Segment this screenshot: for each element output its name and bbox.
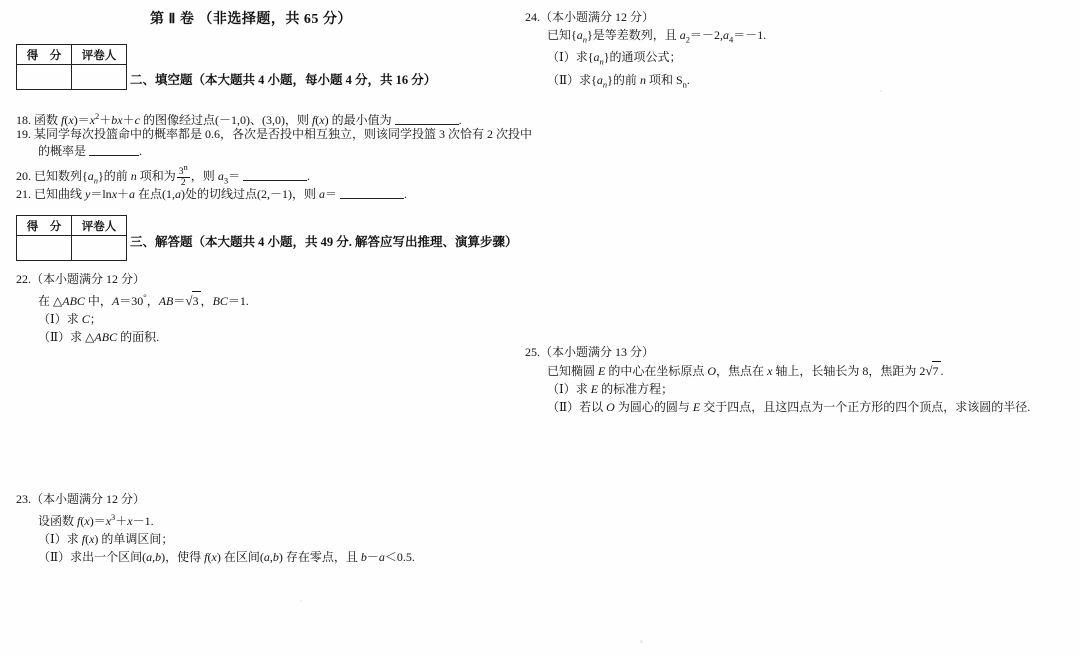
question-24-line3: （Ⅱ）求$\{a_n\}$的前 n 项和 $S_n$. xyxy=(547,72,690,90)
score-box-solve xyxy=(16,215,127,261)
page-title xyxy=(150,8,352,28)
question-22-line2: （Ⅰ）求 C； xyxy=(38,312,102,326)
section-fill-in-title: 二、填空题（本大题共 4 小题，每小题 4 分，共 16 分） xyxy=(130,73,437,87)
question-23-line2: （Ⅰ）求 f(x) 的单调区间； xyxy=(38,532,174,546)
question-25-title: 25.（本小题满分 13 分） xyxy=(525,345,655,359)
score-table xyxy=(16,44,127,90)
question-23-title: 23.（本小题满分 12 分） xyxy=(16,492,146,506)
page-title-paren: （非选择题，共 65 分） xyxy=(198,12,352,27)
question-21: 21. 已知曲线 y＝lnx＋a 在点(1,a)处的切线过点(2,－1)，则 a＝ . xyxy=(16,187,408,201)
right-column xyxy=(525,0,1080,657)
score-col-label: 得 分 xyxy=(17,45,72,65)
question-19-line1: 19. 某同学每次投篮命中的概率都是 0.6，各次是否投中相互独立，则该同学投篮 3 次恰有 2 次投中 xyxy=(16,127,533,141)
question-20: 20. 已知数列$\{a_n\}$的前 n 项和为 $\frac{3n}{2}$ ，则 $a_3=$ . xyxy=(16,162,311,189)
question-22 xyxy=(16,270,249,346)
answer-blank-19[interactable] xyxy=(89,144,139,156)
section-solve-title: 三、解答题（本大题共 4 小题，共 49 分. 解答应写出推理、演算步骤） xyxy=(130,235,518,249)
question-22-line3: （Ⅱ）求 △ABC 的面积. xyxy=(38,330,160,344)
score-col-label: 得 分 xyxy=(17,216,72,236)
grader-entry-cell[interactable] xyxy=(72,65,127,90)
page-title-prefix: 第 xyxy=(150,12,165,27)
page-title-roman: Ⅱ xyxy=(168,12,176,27)
score-box-fill-in xyxy=(16,44,127,90)
answer-blank-18[interactable] xyxy=(395,113,459,125)
question-24-line1: 已知$\{a_n\}$是等差数列，且 $a_2=-2,a_4=-1$. xyxy=(547,28,767,45)
question-24 xyxy=(525,8,766,93)
question-23-line3: （Ⅱ）求出一个区间(a,b)，使得 f(x) 在区间(a,b) 存在零点，且 b－a＜0.5. xyxy=(38,550,415,564)
question-19-line2: 的概率是 . xyxy=(38,144,143,158)
question-25 xyxy=(525,343,1030,416)
answer-blank-21[interactable] xyxy=(340,187,404,199)
question-25-line1: 已知椭圆 E 的中心在坐标原点 O，焦点在 x 轴上，长轴长为 8，焦距为 2√7 . xyxy=(547,363,944,378)
question-24-line2: （Ⅰ）求$\{a_n\}$的通项公式； xyxy=(547,50,682,67)
question-18: 18. 函数 $f(x)=x^2+bx+c$ 的图像经过点(－1,0)、(3,0)，则 f(x) 的最小值为 . xyxy=(16,111,462,127)
question-23 xyxy=(16,490,415,566)
answer-blank-20[interactable] xyxy=(243,169,307,181)
grader-entry-cell[interactable] xyxy=(72,236,127,261)
question-23-line1: 设函数 $f(x)=x^3+x-1$. xyxy=(38,512,154,528)
score-entry-cell[interactable] xyxy=(17,236,72,261)
question-22-title: 22.（本小题满分 12 分） xyxy=(16,272,146,286)
question-25-line3: （Ⅱ）若以 O 为圆心的圆与 E 交于四点，且这四点为一个正方形的四个顶点，求该圆的半径. xyxy=(547,400,1031,414)
score-entry-cell[interactable] xyxy=(17,65,72,90)
grader-col-label: 评卷人 xyxy=(72,45,127,65)
score-table xyxy=(16,215,127,261)
question-25-line2: （Ⅰ）求 E 的标准方程； xyxy=(547,382,674,396)
question-24-title: 24.（本小题满分 12 分） xyxy=(525,10,655,24)
left-column xyxy=(0,0,533,657)
grader-col-label: 评卷人 xyxy=(72,216,127,236)
question-22-line1: 在 △ABC 中，A＝30°，AB＝√3 ，BC＝1. xyxy=(38,292,249,308)
page-title-mid: 卷 xyxy=(179,12,195,27)
